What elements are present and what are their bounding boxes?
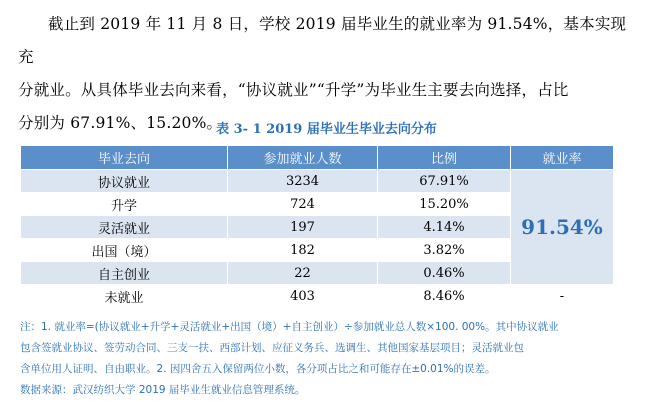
row-count: 724 (228, 193, 378, 216)
row-name: 出国（境） (21, 239, 228, 262)
row-count: 197 (228, 216, 378, 239)
row-ratio: 8.46% (378, 285, 511, 308)
row-ratio: 0.46% (378, 262, 511, 285)
employment-rate-value: 91.54% (511, 170, 614, 285)
table-caption: 表 3- 1 2019 届毕业生毕业去向分布 (216, 122, 437, 137)
row-count: 403 (228, 285, 378, 308)
table-row (21, 170, 614, 193)
row-count: 3234 (228, 170, 378, 193)
note-line-3: 含单位用人证明、自由职业。2. 因四舍五入保留两位小数，各分项占比之和可能存在±0.01%的误差。 (20, 363, 496, 375)
row-ratio: 4.14% (378, 216, 511, 239)
unemployed-rate-cell: - (511, 285, 614, 308)
row-count: 182 (228, 239, 378, 262)
row-ratio: 67.91% (378, 170, 511, 193)
header-count: 参加就业人数 (228, 146, 378, 170)
data-source: 数据来源：武汉纺织大学 2019 届毕业生就业信息管理系统。 (20, 384, 306, 396)
header-ratio: 比例 (378, 146, 511, 170)
table-header-row (21, 146, 614, 170)
header-employment-rate: 就业率 (511, 146, 614, 170)
row-name: 协议就业 (21, 170, 228, 193)
row-name: 未就业 (21, 285, 228, 308)
row-ratio: 3.82% (378, 239, 511, 262)
row-name: 灵活就业 (21, 216, 228, 239)
row-name: 自主创业 (21, 262, 228, 285)
destination-table (20, 145, 614, 308)
header-destination: 毕业去向 (21, 146, 228, 170)
intro-line-2: 分就业。从具体毕业去向来看，“协议就业”“升学”为毕业生主要去向选择，占比 (18, 81, 569, 99)
note-line-1: 注：1. 就业率=(协议就业+升学+灵活就业+出国（境）+自主创业）÷参加就业总人数×100. 00%。其中协议就业 (20, 321, 559, 333)
row-count: 22 (228, 262, 378, 285)
row-ratio: 15.20% (378, 193, 511, 216)
row-name: 升学 (21, 193, 228, 216)
intro-line-1: 截止到 2019 年 11 月 8 日，学校 2019 届毕业生的就业率为 91.54%，基本实现充 (18, 15, 627, 66)
table-row (21, 285, 614, 308)
table-notes (20, 317, 620, 401)
intro-line-3: 分别为 67.91%、15.20%。 (18, 114, 223, 132)
note-line-2: 包含签就业协议、签劳动合同、三支一扶、西部计划、应征义务兵、选调生、其他国家基层项目；灵活就业包 (20, 342, 524, 354)
